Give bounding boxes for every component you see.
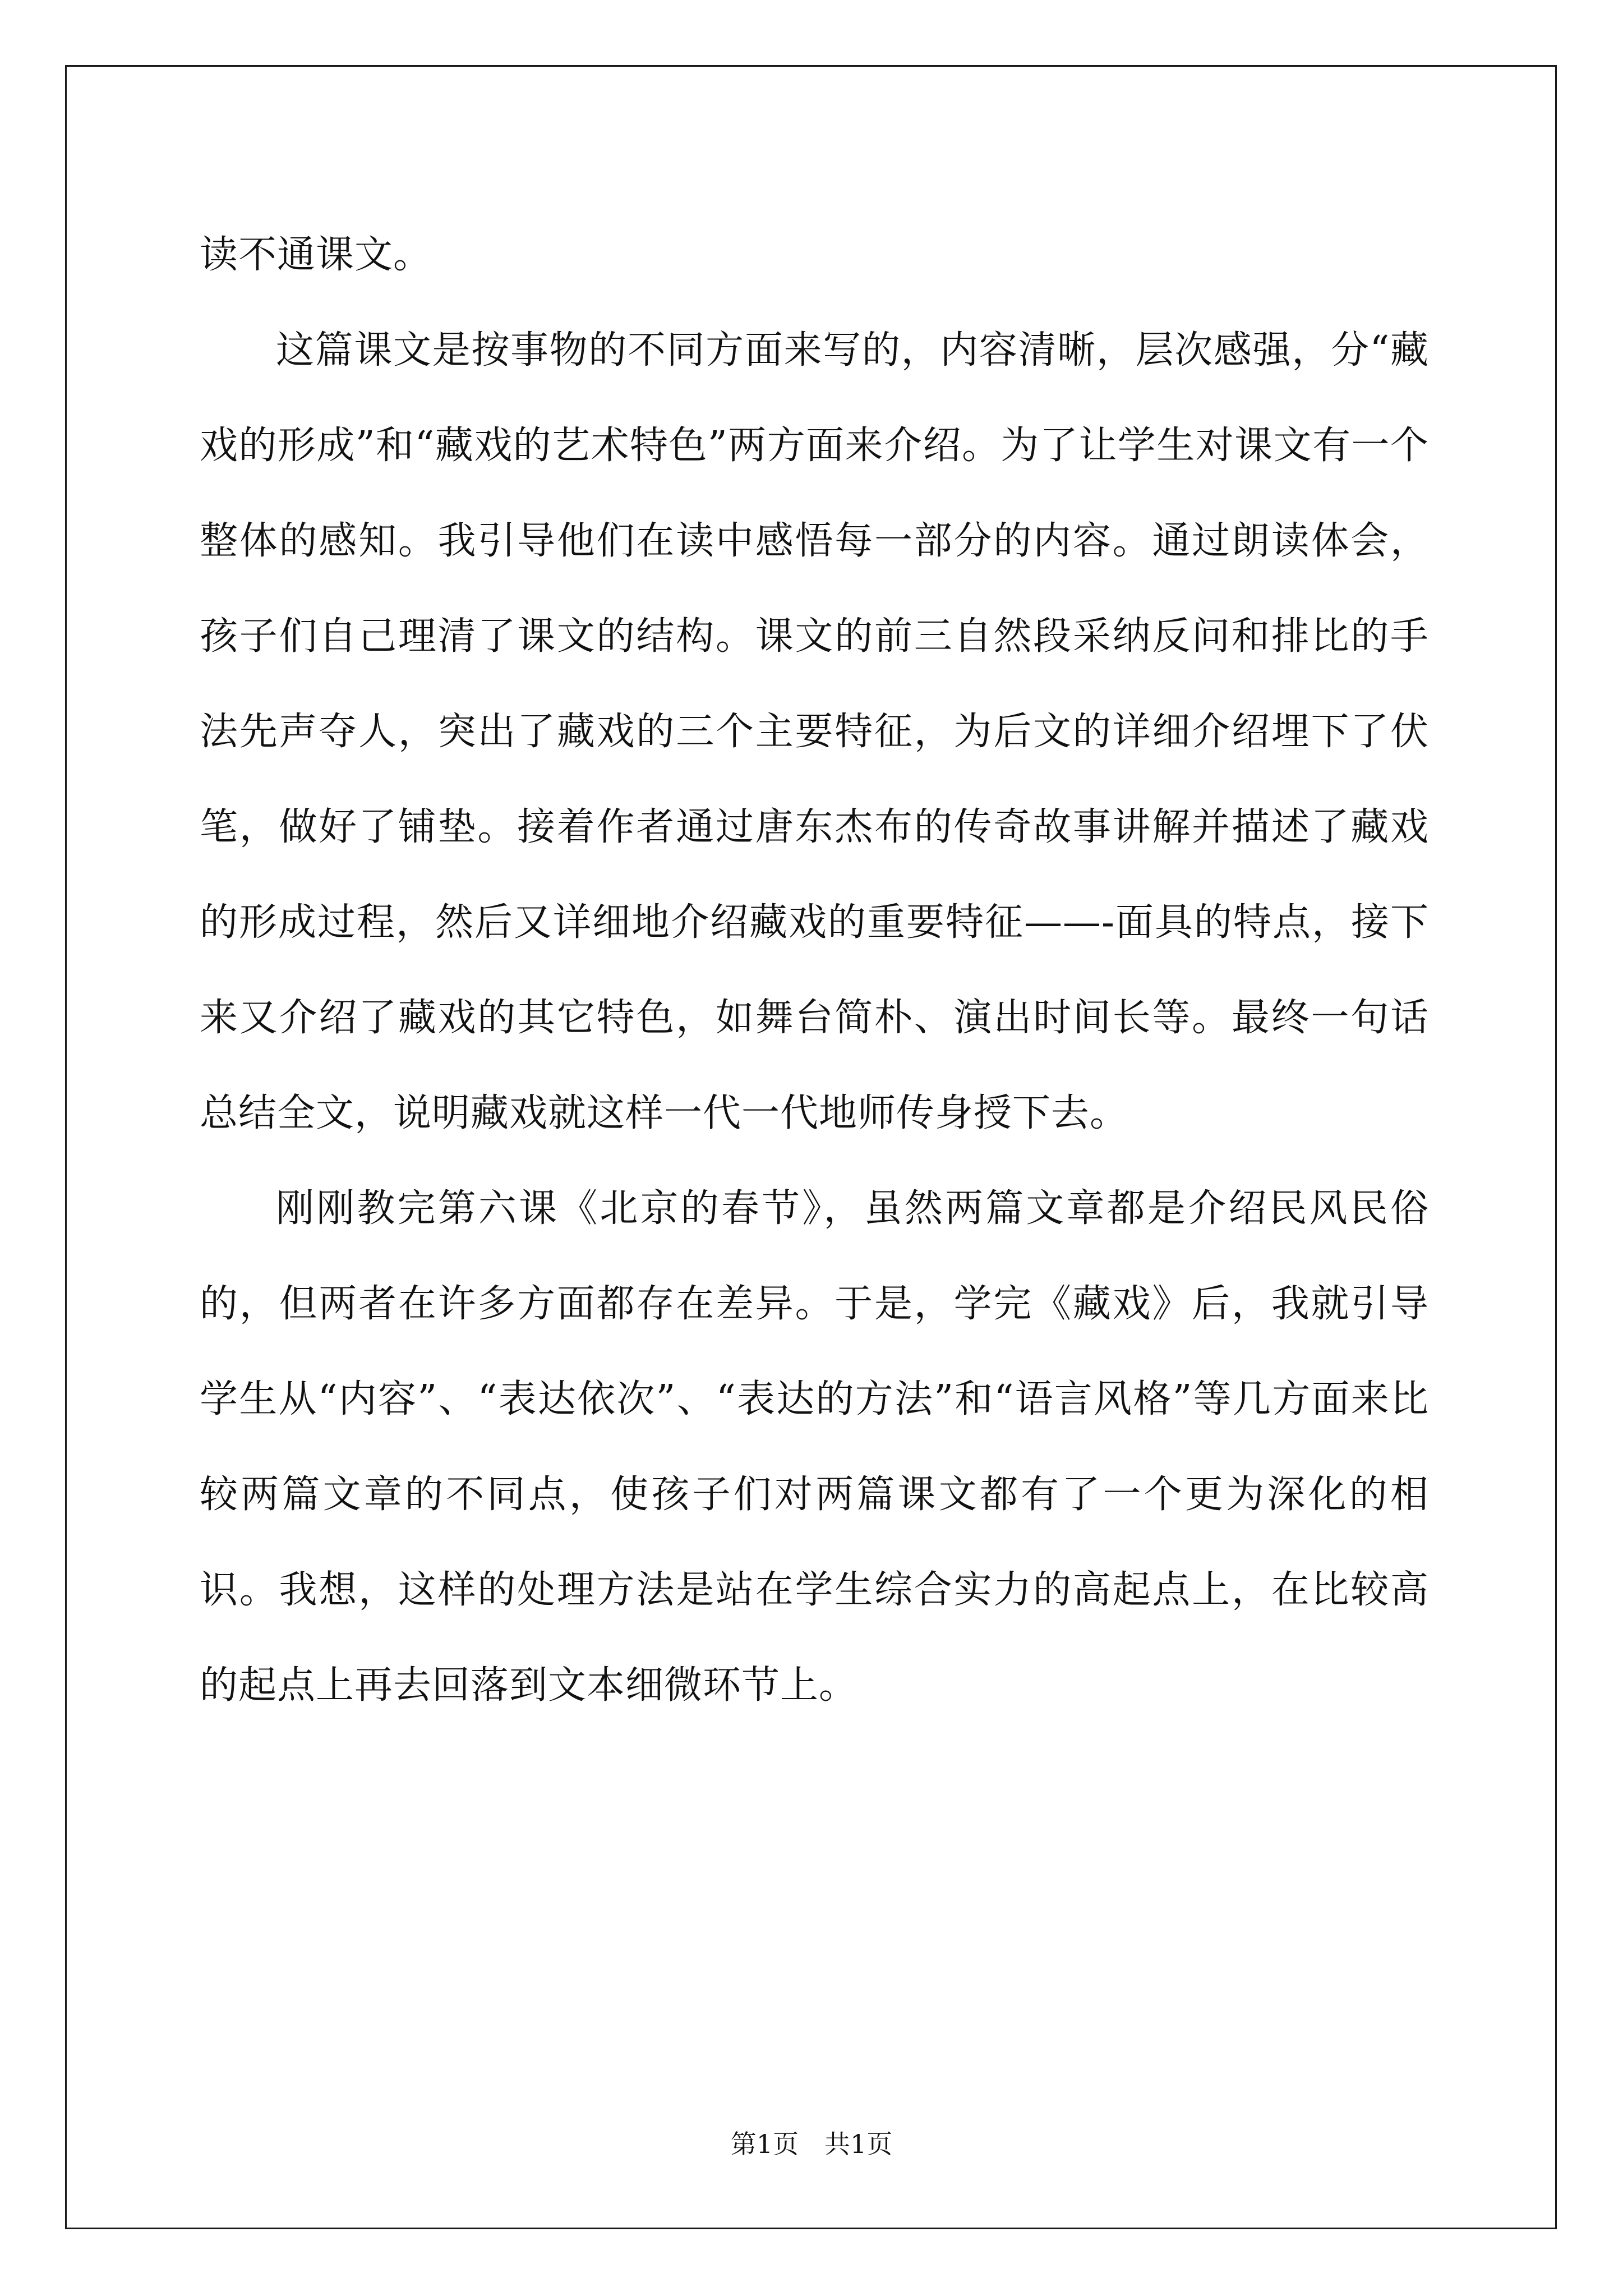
paragraph-3: 刚刚教完第六课《北京的春节》，虽然两篇文章都是介绍民风民俗的，但两者在许多方面都存在差异。于是，学完《藏戏》后，我就引导学生从“内容”、“表达依次”、“表达的方法”和“语言风格”等几方面来比较两篇文章的不同点，使孩子们对两篇课文都有了一个更为深化的相识。我想，这样的处理方法是站在学生综合实力的高起点上，在比较高的起点上再去回落到文本细微环节上。 — [200, 1186, 1429, 1708]
page-number-label: 第1页 共1页 — [730, 2129, 893, 2159]
page-footer — [0, 2127, 1623, 2161]
paragraph-2: 这篇课文是按事物的不同方面来写的，内容清晰，层次感强，分“藏戏的形成”和“藏戏的艺术特色”两方面来介绍。为了让学生对课文有一个整体的感知。我引导他们在读中感悟每一部分的内容。通过朗读体会，孩子们自己理清了课文的结构。课文的前三自然段采纳反问和排比的手法先声夺人，突出了藏戏的三个主要特征，为后文的详细介绍埋下了伏笔，做好了铺垫。接着作者通过唐东杰布的传奇故事讲解并描述了藏戏的形成过程，然后又详细地介绍藏戏的重要特征——-面具的特点，接下来又介绍了藏戏的其它特色，如舞台简朴、演出时间长等。最终一句话总结全文，说明藏戏就这样一代一代地师传身授下去。 — [200, 328, 1429, 1135]
document-body — [200, 208, 1429, 1733]
paragraph-1: 读不通课文。 — [200, 233, 432, 277]
